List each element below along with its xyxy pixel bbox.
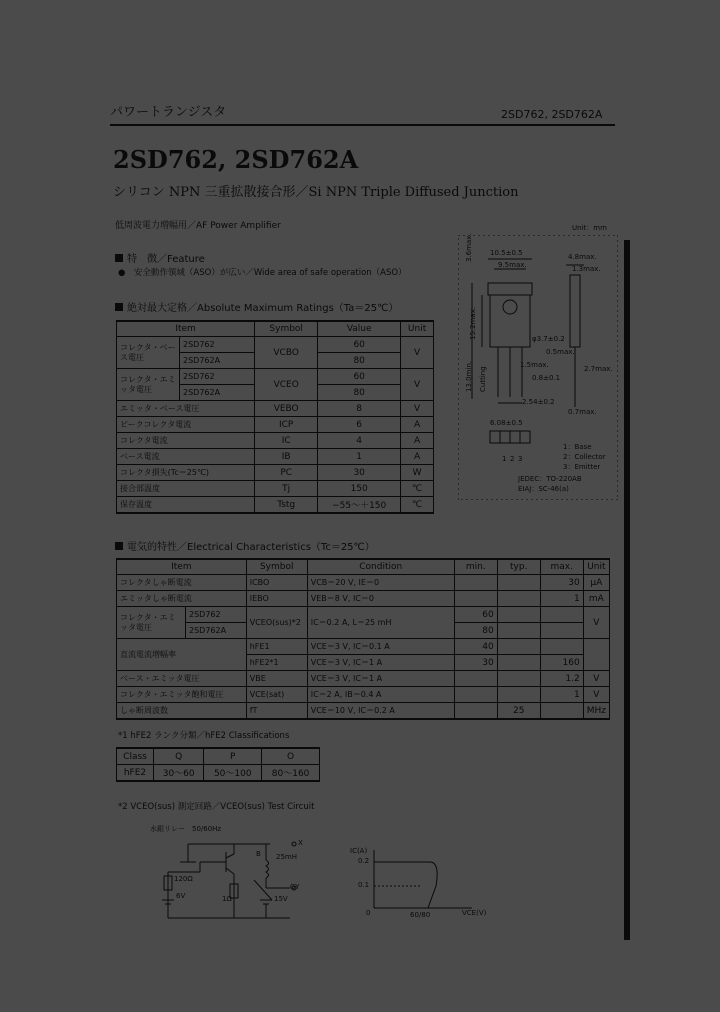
class-range: 30〜60	[154, 765, 204, 782]
package-dim: 1.3max.	[572, 265, 601, 273]
col-item: Item	[117, 321, 255, 337]
row-symbol: ICBO	[246, 575, 307, 591]
package-dim: 15.2max.	[469, 306, 477, 340]
test-circuit-heading: *2 VCEO(sus) 測定回路／VCEO(sus) Test Circuit	[118, 802, 315, 812]
hfe-class-table	[116, 747, 320, 782]
row-symbol: Tj	[255, 481, 318, 497]
elec-heading-text: 電気的特性／Electrical Characteristics（Tc＝25℃）	[127, 542, 375, 553]
row-unit: V	[583, 607, 609, 639]
row-min: 60	[454, 607, 497, 623]
row-condition: VCE＝10 V, IC＝0.2 A	[307, 703, 454, 720]
row-unit: W	[401, 465, 434, 481]
package-dim: 0.5max.	[546, 348, 575, 356]
row-min	[454, 703, 497, 720]
row-unit: mA	[583, 591, 609, 607]
section-bullet-icon	[115, 303, 123, 311]
row-unit: V	[583, 687, 609, 703]
col-unit: Unit	[401, 321, 434, 337]
row-item: コレクタ・エミッタ電圧	[117, 369, 180, 401]
row-min: 40	[454, 639, 497, 655]
package-pin: 2	[510, 455, 515, 463]
row-subitem: 2SD762	[180, 369, 255, 385]
col-min: min.	[454, 559, 497, 575]
package-dim: 1.5max.	[520, 361, 549, 369]
row-value: 60	[318, 369, 401, 385]
row-max	[540, 639, 583, 655]
table-row	[117, 337, 434, 353]
col-typ: typ.	[497, 559, 540, 575]
row-symbol: VCE(sat)	[246, 687, 307, 703]
row-symbol: VCBO	[255, 337, 318, 369]
package-dim: 0.8±0.1	[532, 374, 561, 382]
row-unit: μA	[583, 575, 609, 591]
row-symbol: Tstg	[255, 497, 318, 514]
row-subitem: 2SD762	[180, 337, 255, 353]
row-symbol: VBE	[246, 671, 307, 687]
package-dim: 2.54±0.2	[522, 398, 555, 406]
package-dim: 9.5max.	[498, 261, 527, 269]
feature-item: ● 安全動作領域（ASO）が広い／Wide area of safe operation（ASO）	[118, 268, 407, 278]
circuit-v1-label: 6V	[176, 892, 186, 900]
row-item: 接合部温度	[117, 481, 255, 497]
abs-max-table	[116, 320, 434, 514]
row-value: 4	[318, 433, 401, 449]
feature-item-text: 安全動作領域（ASO）が広い／Wide area of safe operation（ASO）	[133, 268, 407, 278]
row-unit: A	[401, 433, 434, 449]
class-name: P	[204, 748, 262, 765]
row-symbol: hFE1	[246, 639, 307, 655]
elec-table	[116, 558, 610, 720]
package-dim: 13.0min.	[465, 360, 473, 392]
elec-heading	[115, 542, 375, 553]
section-bullet-icon	[115, 254, 123, 262]
class-name: Q	[154, 748, 204, 765]
graph-ylabel: IC(A)	[350, 847, 368, 855]
row-condition: IC＝2 A, IB＝0.4 A	[307, 687, 454, 703]
row-value: 30	[318, 465, 401, 481]
package-dim: 6.08±0.5	[490, 419, 523, 427]
hfe-class-note: *1 hFE2 ランク分類／hFE2 Classifications	[118, 731, 290, 741]
table-row	[117, 369, 434, 385]
row-symbol: VCEO	[255, 369, 318, 401]
row-subitem: 2SD762A	[180, 385, 255, 401]
package-dim: 0.7max.	[568, 408, 597, 416]
feature-heading-text: 特 徴／Feature	[127, 254, 205, 265]
class-range: 80〜160	[262, 765, 320, 782]
graph-zero: 0	[366, 909, 371, 917]
package-dim: 4.8max.	[568, 253, 597, 261]
row-item: ベース電流	[117, 449, 255, 465]
col-item: Item	[117, 559, 247, 575]
row-min: 80	[454, 623, 497, 639]
table-row	[117, 607, 610, 623]
row-condition: VCB＝20 V, IE＝0	[307, 575, 454, 591]
circuit-l-label: 25mH	[276, 853, 297, 861]
table-row	[117, 687, 610, 703]
row-value: 80	[318, 385, 401, 401]
row-min	[454, 591, 497, 607]
row-subitem: 2SD762A	[180, 353, 255, 369]
package-pin: 3	[518, 455, 523, 463]
row-symbol: IB	[255, 449, 318, 465]
graph-xlabel: VCE(V)	[462, 909, 487, 917]
header-category: パワートランジスタ	[110, 105, 227, 120]
row-min: 30	[454, 655, 497, 671]
row-symbol: ICP	[255, 417, 318, 433]
row-item: エミッタしゃ断電流	[117, 591, 247, 607]
row-unit: ℃	[401, 497, 434, 514]
row-value: 1	[318, 449, 401, 465]
table-row	[117, 401, 434, 417]
row-symbol: PC	[255, 465, 318, 481]
circuit-r2-label: 1Ω	[222, 895, 232, 903]
table-row	[117, 433, 434, 449]
row-item: 保存温度	[117, 497, 255, 514]
row-typ	[497, 607, 540, 623]
application-text: 低周波電力増幅用／AF Power Amplifier	[115, 221, 281, 231]
row-condition: IC＝0.2 A, L＝25 mH	[307, 607, 454, 639]
col-class: Class	[117, 748, 154, 765]
table-row	[117, 703, 610, 720]
col-unit: Unit	[583, 559, 609, 575]
row-unit: ℃	[401, 481, 434, 497]
circuit-x-label: X	[298, 839, 303, 847]
row-max: 1.2	[540, 671, 583, 687]
row-unit: V	[401, 369, 434, 401]
row-item: エミッタ・ベース電圧	[117, 401, 255, 417]
row-subitem: 2SD762	[186, 607, 247, 623]
row-max	[540, 623, 583, 639]
row-item: ピークコレクタ電流	[117, 417, 255, 433]
row-min	[454, 671, 497, 687]
row-item: コレクタ・ベース電圧	[117, 337, 180, 369]
feature-heading	[115, 254, 205, 265]
row-symbol: fT	[246, 703, 307, 720]
row-symbol: hFE2*1	[246, 655, 307, 671]
header-part-numbers: 2SD762, 2SD762A	[501, 108, 603, 121]
row-item: しゃ断周波数	[117, 703, 247, 720]
row-value: −55〜＋150	[318, 497, 401, 514]
row-typ	[497, 671, 540, 687]
pin-legend: 3：Emitter	[563, 463, 601, 471]
abs-max-heading	[115, 303, 398, 314]
row-value: 60	[318, 337, 401, 353]
circuit-source-label: 水銀リレー 50/60Hz	[150, 825, 222, 833]
row-min	[454, 687, 497, 703]
row-symbol: VCEO(sus)*2	[246, 607, 307, 639]
row-subitem: 2SD762A	[186, 623, 247, 639]
row-item: ベース・エミッタ電圧	[117, 671, 247, 687]
class-range: 50〜100	[204, 765, 262, 782]
page-subtitle: シリコン NPN 三重拡散接合形／Si NPN Triple Diffused Junction	[113, 185, 519, 200]
table-row	[117, 639, 610, 655]
package-dim: φ3.7±0.2	[532, 335, 565, 343]
row-max	[540, 607, 583, 623]
circuit-b-label: B	[256, 850, 261, 858]
graph-ytick: 0.2	[358, 857, 370, 865]
section-bullet-icon	[115, 542, 123, 550]
abs-max-heading-text: 絶対最大定格／Absolute Maximum Ratings（Ta＝25℃）	[127, 303, 399, 314]
pin-legend: 1：Base	[563, 443, 592, 451]
row-max: 30	[540, 575, 583, 591]
row-max: 1	[540, 687, 583, 703]
package-eiaj: EIAJ：SC-46(a)	[518, 485, 569, 493]
col-symbol: Symbol	[246, 559, 307, 575]
row-label: hFE2	[117, 765, 154, 782]
class-name: O	[262, 748, 320, 765]
row-unit: A	[401, 449, 434, 465]
row-unit: V	[401, 337, 434, 369]
table-row	[117, 591, 610, 607]
circuit-r1-label: 120Ω	[174, 875, 193, 883]
table-row	[117, 765, 320, 782]
row-symbol: IEBO	[246, 591, 307, 607]
table-row	[117, 748, 320, 765]
row-typ	[497, 575, 540, 591]
row-item: コレクタ・エミッタ電圧	[117, 607, 186, 639]
row-typ	[497, 655, 540, 671]
row-min	[454, 575, 497, 591]
col-condition: Condition	[307, 559, 454, 575]
row-typ: 25	[497, 703, 540, 720]
col-max: max.	[540, 559, 583, 575]
table-header-row	[117, 321, 434, 337]
table-row	[117, 417, 434, 433]
row-condition: VCE＝3 V, IC＝1 A	[307, 655, 454, 671]
sus-test-waveform	[372, 850, 472, 912]
package-dim: 3.6max.	[465, 233, 473, 262]
row-value: 80	[318, 353, 401, 369]
row-item: 直流電流増幅率	[117, 639, 247, 671]
package-dim: 10.5±0.5	[490, 249, 523, 257]
circuit-v2-label: 15V	[274, 895, 288, 903]
table-row	[117, 671, 610, 687]
row-max: 1	[540, 591, 583, 607]
package-jedec: JEDEC：TO-220AB	[518, 475, 582, 483]
col-value: Value	[318, 321, 401, 337]
row-unit: V	[583, 671, 609, 687]
row-typ	[497, 639, 540, 655]
package-unit: Unit：mm	[572, 224, 607, 232]
row-item: コレクタ電流	[117, 433, 255, 449]
table-row	[117, 449, 434, 465]
row-value: 150	[318, 481, 401, 497]
page-edge-strip	[624, 240, 630, 940]
row-item: コレクタしゃ断電流	[117, 575, 247, 591]
row-item: コレクタ・エミッタ飽和電圧	[117, 687, 247, 703]
package-dim: 2.7max.	[584, 365, 613, 373]
row-max: 160	[540, 655, 583, 671]
row-condition: VCE＝3 V, IC＝1 A	[307, 671, 454, 687]
table-row	[117, 481, 434, 497]
row-condition: VCE＝3 V, IC＝0.1 A	[307, 639, 454, 655]
graph-ytick: 0.1	[358, 881, 370, 889]
row-item: コレクタ損失(Tc＝25℃)	[117, 465, 255, 481]
row-typ	[497, 591, 540, 607]
row-unit	[583, 639, 609, 671]
row-value: 6	[318, 417, 401, 433]
col-symbol: Symbol	[255, 321, 318, 337]
table-row	[117, 575, 610, 591]
row-unit: V	[401, 401, 434, 417]
row-unit: MHz	[583, 703, 609, 720]
row-typ	[497, 687, 540, 703]
table-row	[117, 497, 434, 514]
page-title: 2SD762, 2SD762A	[113, 145, 359, 174]
table-row	[117, 465, 434, 481]
package-pin: 1	[502, 455, 507, 463]
row-value: 8	[318, 401, 401, 417]
graph-xtick: 60/80	[410, 911, 431, 919]
row-typ	[497, 623, 540, 639]
table-header-row	[117, 559, 610, 575]
row-condition: VEB＝8 V, IC＝0	[307, 591, 454, 607]
pin-legend: 2：Collector	[563, 453, 606, 461]
circuit-gy-label: GY	[290, 883, 300, 891]
row-symbol: IC	[255, 433, 318, 449]
package-cut-label: Cutting	[479, 366, 487, 392]
row-max	[540, 703, 583, 720]
row-unit: A	[401, 417, 434, 433]
row-symbol: VEBO	[255, 401, 318, 417]
header-rule	[110, 124, 615, 126]
